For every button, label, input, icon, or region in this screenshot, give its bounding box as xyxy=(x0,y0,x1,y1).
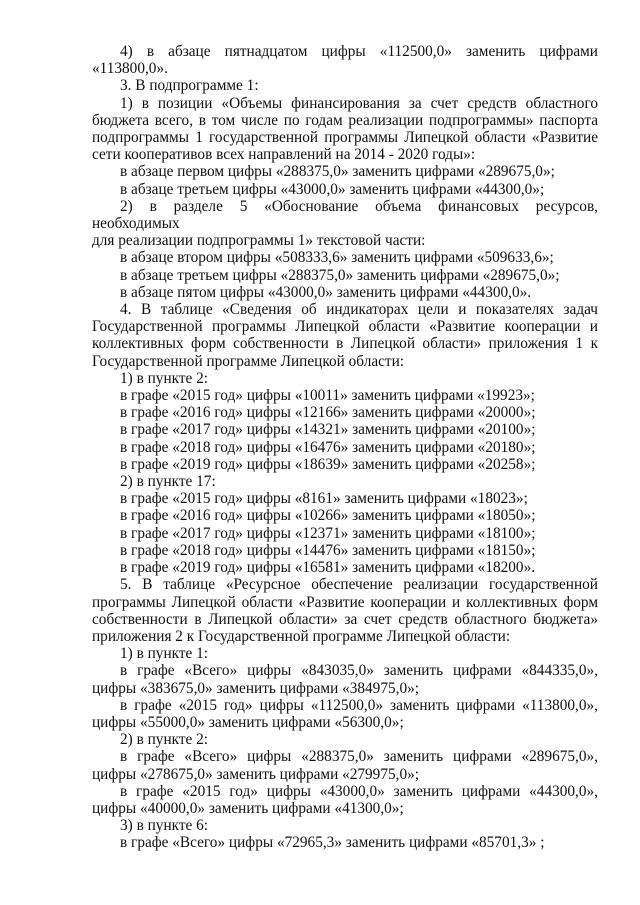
text-line: собственности в Липецкой области» за счет средств областного бюджета» xyxy=(92,610,598,628)
text-line: в графе «Всего» цифры «843035,0» заменить цифрами «844335,0», xyxy=(120,662,598,680)
text-line: в графе «2018 год» цифры «16476» заменить цифрами «20180»; xyxy=(120,438,536,456)
text-line: цифры «40000,0» заменить цифрами «41300,0»; xyxy=(92,799,404,817)
text-line: в абзаце втором цифры «508333,6» заменить цифрами «509633,6»; xyxy=(120,249,554,267)
text-line: программы Липецкой области «Развитие кооперации и коллективных форм xyxy=(92,593,598,611)
text-line: 2) в разделе 5 «Обоснование объема финансовых ресурсов, необходимых xyxy=(92,197,598,233)
text-line: коллективных форм собственности в Липецкой области» приложения 1 к xyxy=(92,335,598,353)
text-line: бюджета всего, в том числе по годам реализации подпрограммы» паспорта xyxy=(92,111,598,129)
text-line: 1) в пункте 2: xyxy=(120,369,209,387)
text-line: цифры «278675,0» заменить цифрами «279975,0»; xyxy=(92,765,420,783)
text-line: 2) в пункте 17: xyxy=(120,473,216,491)
text-line: в графе «2016 год» цифры «10266» заменить цифрами «18050»; xyxy=(120,507,536,525)
text-line: в графе «2017 год» цифры «12371» заменить цифрами «18100»; xyxy=(120,524,536,542)
text-line: сети кооперативов всех направлений на 2014 - 2020 годы»: xyxy=(92,146,476,164)
text-line: в графе «2015 год» цифры «10011» заменить цифрами «19923»; xyxy=(120,387,535,405)
text-line: в графе «2019 год» цифры «16581» заменить цифрами «18200». xyxy=(120,559,536,577)
text-line: цифры «383675,0» заменить цифрами «384975,0»; xyxy=(92,679,420,697)
text-line: в абзаце пятом цифры «43000,0» заменить цифрами «44300,0». xyxy=(120,283,532,301)
text-line: 3) в пункте 6: xyxy=(120,817,209,835)
document-page xyxy=(92,43,598,852)
text-line: приложения 2 к Государственной программе Липецкой области: xyxy=(92,627,511,645)
text-line: в графе «2015 год» цифры «43000,0» заменить цифрами «44300,0», xyxy=(120,782,598,800)
text-line: Государственной программы Липецкой области «Развитие кооперации и xyxy=(92,318,598,336)
text-line: 3. В подпрограмме 1: xyxy=(120,77,259,95)
text-line: в абзаце третьем цифры «288375,0» заменить цифрами «289675,0»; xyxy=(120,266,560,284)
text-line: цифры «55000,0» заменить цифрами «56300,0»; xyxy=(92,713,404,731)
text-line: в графе «2016 год» цифры «12166» заменить цифрами «20000»; xyxy=(120,404,536,422)
text-line: в графе «2018 год» цифры «14476» заменить цифрами «18150»; xyxy=(120,541,536,559)
text-line: для реализации подпрограммы 1» текстовой части: xyxy=(92,232,426,250)
text-line: 5. В таблице «Ресурсное обеспечение реализации государственной xyxy=(120,576,598,594)
text-line: 1) в пункте 1: xyxy=(120,645,209,663)
text-line: 1) в позиции «Объемы финансирования за счет средств областного xyxy=(120,94,598,112)
text-line: в графе «Всего» цифры «72965,3» заменить цифрами «85701,3» ; xyxy=(120,834,545,852)
text-line: Государственной программе Липецкой области: xyxy=(92,352,405,370)
text-line: в графе «2015 год» цифры «8161» заменить цифрами «18023»; xyxy=(120,490,528,508)
text-line: подпрограммы 1 государственной программы Липецкой области «Развитие xyxy=(92,129,598,147)
text-line: в графе «2019 год» цифры «18639» заменить цифрами «20258»; xyxy=(120,455,536,473)
text-line: 4. В таблице «Сведения об индикаторах цели и показателях задач xyxy=(120,301,598,319)
text-line: в графе «Всего» цифры «288375,0» заменить цифрами «289675,0», xyxy=(120,748,598,766)
text-line: в графе «2017 год» цифры «14321» заменить цифрами «20100»; xyxy=(120,421,536,439)
text-line: в абзаце третьем цифры «43000,0» заменить цифрами «44300,0»; xyxy=(120,180,545,198)
text-line: 4) в абзаце пятнадцатом цифры «112500,0» заменить цифрами xyxy=(120,43,598,60)
text-line: в графе «2015 год» цифры «112500,0» заменить цифрами «113800,0», xyxy=(120,696,598,714)
text-line: «113800,0». xyxy=(92,60,168,78)
text-line: в абзаце первом цифры «288375,0» заменить цифрами «289675,0»; xyxy=(120,163,555,181)
text-line: 2) в пункте 2: xyxy=(120,731,209,749)
